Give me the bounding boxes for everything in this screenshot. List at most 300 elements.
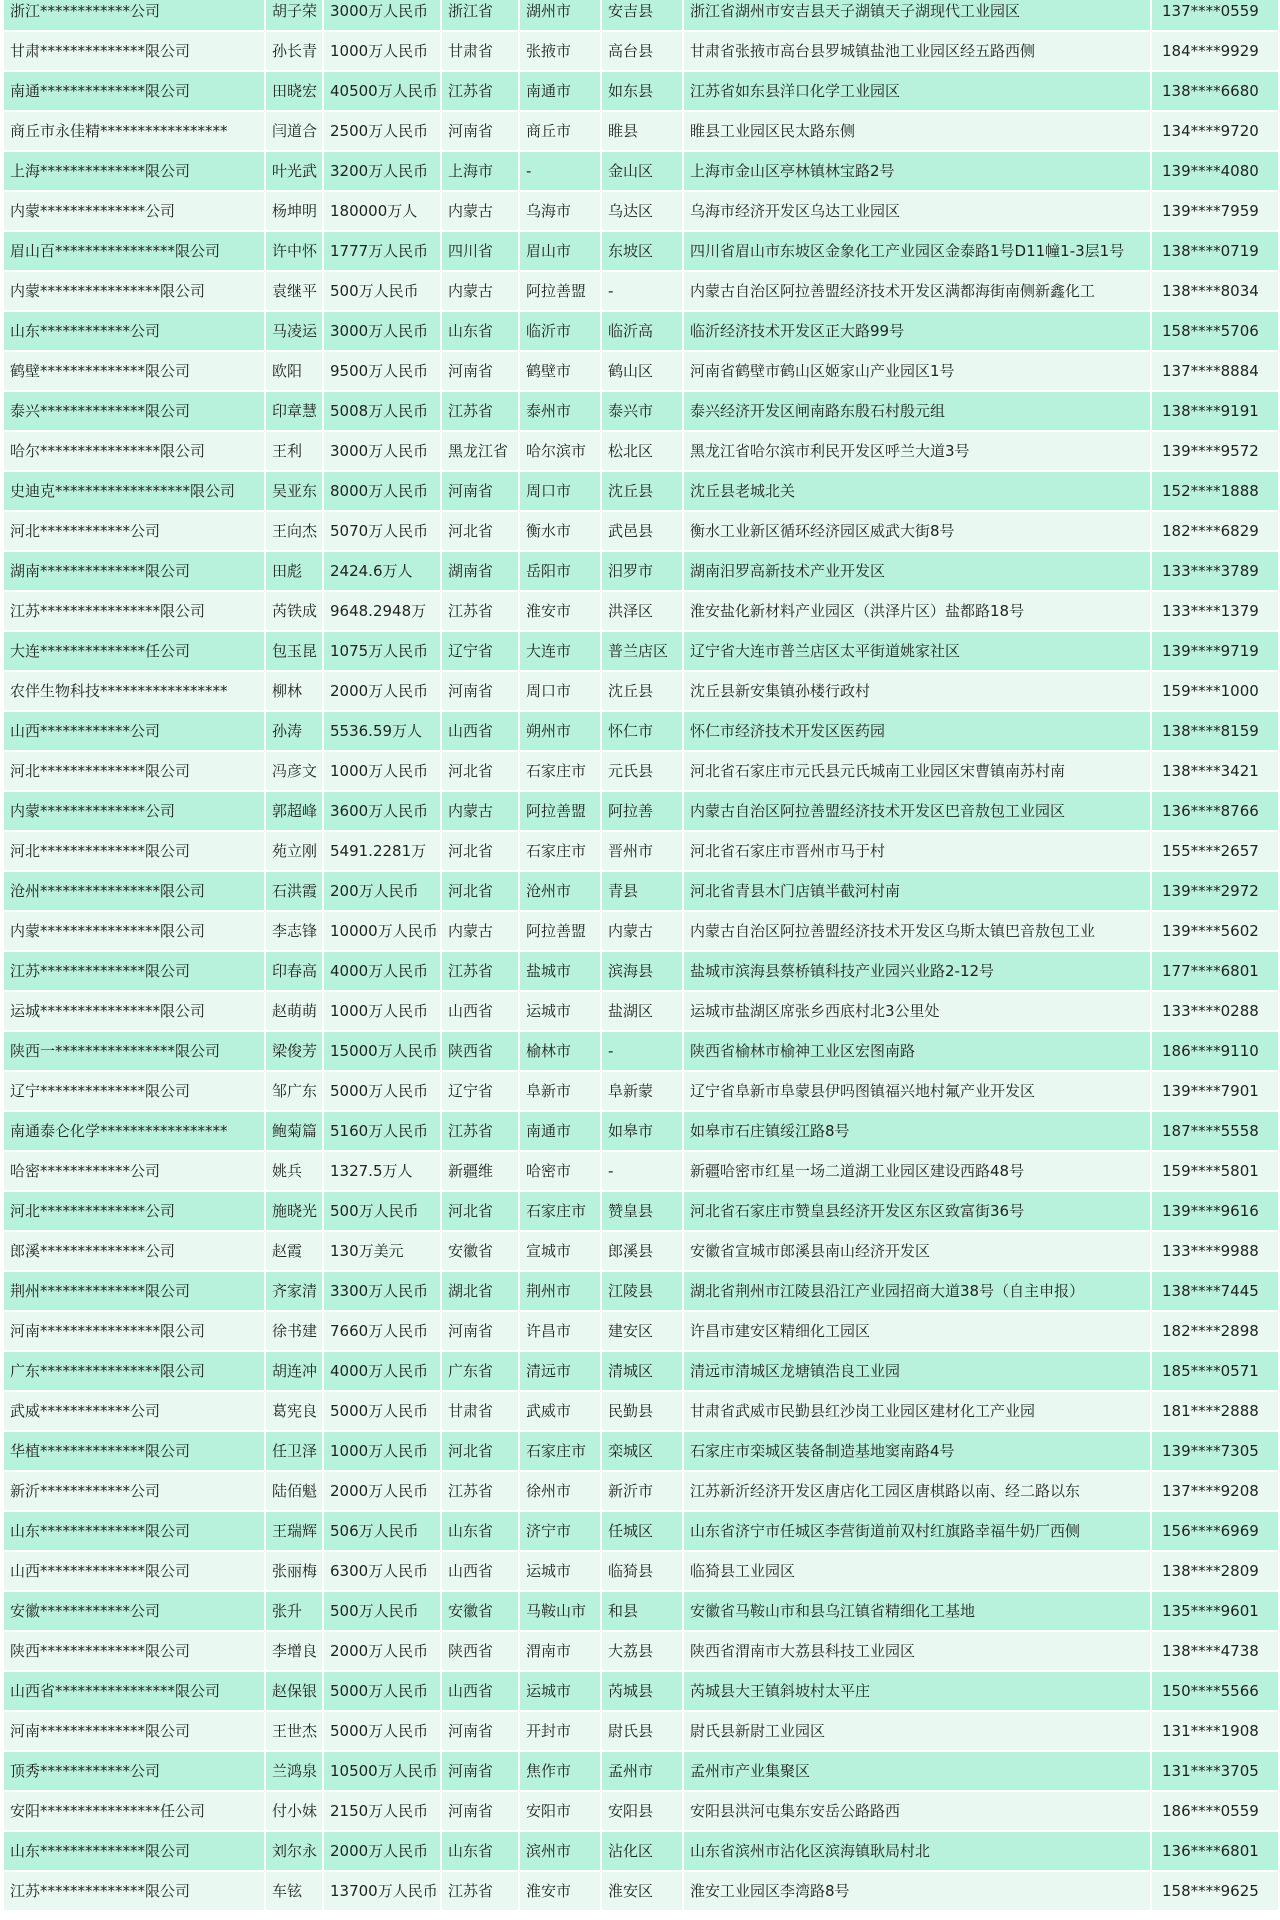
table-row <box>4 1872 1278 1912</box>
table-row <box>4 72 1278 112</box>
cell-address: 睢县工业园区民太路东侧 <box>684 112 1150 152</box>
cell-city: 南通市 <box>520 72 600 112</box>
cell-legal-person: 胡连冲 <box>266 1352 322 1392</box>
cell-phone: 181****2888 <box>1152 1392 1278 1432</box>
cell-company-name: 安徽************公司 <box>4 1592 264 1632</box>
cell-phone: 136****6801 <box>1152 1832 1278 1872</box>
cell-company-name: 江苏**************限公司 <box>4 1872 264 1912</box>
cell-legal-person: 王向杰 <box>266 512 322 552</box>
cell-registered-capital: 1000万人民币 <box>324 32 440 72</box>
cell-province: 江苏省 <box>442 72 518 112</box>
table-row <box>4 152 1278 192</box>
cell-legal-person: 赵萌萌 <box>266 992 322 1032</box>
cell-phone: 182****2898 <box>1152 1312 1278 1352</box>
company-table <box>2 0 1280 1912</box>
cell-district: 尉氏县 <box>602 1712 682 1752</box>
cell-registered-capital: 180000万人 <box>324 192 440 232</box>
table-row <box>4 592 1278 632</box>
cell-phone: 186****9110 <box>1152 1032 1278 1072</box>
table-row <box>4 1392 1278 1432</box>
cell-registered-capital: 5160万人民币 <box>324 1112 440 1152</box>
cell-phone: 177****6801 <box>1152 952 1278 992</box>
cell-district: 沈丘县 <box>602 672 682 712</box>
cell-registered-capital: 10500万人民币 <box>324 1752 440 1792</box>
cell-district: 盐湖区 <box>602 992 682 1032</box>
cell-province: 江苏省 <box>442 592 518 632</box>
cell-legal-person: 王世杰 <box>266 1712 322 1752</box>
cell-company-name: 新沂************公司 <box>4 1472 264 1512</box>
cell-company-name: 荆州**************限公司 <box>4 1272 264 1312</box>
cell-address: 淮安盐化新材料产业园区（洪泽片区）盐都路18号 <box>684 592 1150 632</box>
cell-district: 睢县 <box>602 112 682 152</box>
cell-registered-capital: 5070万人民币 <box>324 512 440 552</box>
table-row <box>4 1512 1278 1552</box>
cell-legal-person: 马凌运 <box>266 312 322 352</box>
cell-city: 阿拉善盟 <box>520 272 600 312</box>
cell-company-name: 内蒙**************公司 <box>4 792 264 832</box>
cell-company-name: 山东**************限公司 <box>4 1832 264 1872</box>
cell-city: 阜新市 <box>520 1072 600 1112</box>
cell-district: 松北区 <box>602 432 682 472</box>
cell-legal-person: 欧阳 <box>266 352 322 392</box>
cell-legal-person: 包玉昆 <box>266 632 322 672</box>
cell-district: 金山区 <box>602 152 682 192</box>
cell-phone: 138****3421 <box>1152 752 1278 792</box>
cell-company-name: 大连**************任公司 <box>4 632 264 672</box>
cell-company-name: 河北**************公司 <box>4 1192 264 1232</box>
cell-province: 广东省 <box>442 1352 518 1392</box>
cell-district: 滨海县 <box>602 952 682 992</box>
cell-province: 浙江省 <box>442 0 518 32</box>
cell-address: 上海市金山区亭林镇林宝路2号 <box>684 152 1150 192</box>
table-row <box>4 1272 1278 1312</box>
cell-address: 新疆哈密市红星一场二道湖工业园区建设西路48号 <box>684 1152 1150 1192</box>
cell-province: 新疆维 <box>442 1152 518 1192</box>
table-row <box>4 1032 1278 1072</box>
cell-address: 怀仁市经济技术开发区医药园 <box>684 712 1150 752</box>
cell-registered-capital: 4000万人民币 <box>324 952 440 992</box>
cell-city: 盐城市 <box>520 952 600 992</box>
cell-address: 辽宁省阜新市阜蒙县伊吗图镇福兴地村氟产业开发区 <box>684 1072 1150 1112</box>
cell-district: 和县 <box>602 1592 682 1632</box>
cell-registered-capital: 2500万人民币 <box>324 112 440 152</box>
cell-district: 淮安区 <box>602 1872 682 1912</box>
cell-address: 安阳县洪河屯集东安岳公路路西 <box>684 1792 1150 1832</box>
cell-district: 沾化区 <box>602 1832 682 1872</box>
cell-registered-capital: 5536.59万人 <box>324 712 440 752</box>
cell-city: 焦作市 <box>520 1752 600 1792</box>
cell-legal-person: 张升 <box>266 1592 322 1632</box>
cell-registered-capital: 8000万人民币 <box>324 472 440 512</box>
cell-registered-capital: 9648.2948万 <box>324 592 440 632</box>
cell-phone: 185****0571 <box>1152 1352 1278 1392</box>
table-row <box>4 1232 1278 1272</box>
cell-phone: 138****0719 <box>1152 232 1278 272</box>
cell-province: 山西省 <box>442 992 518 1032</box>
cell-province: 江苏省 <box>442 1872 518 1912</box>
cell-registered-capital: 2000万人民币 <box>324 1832 440 1872</box>
cell-city: 岳阳市 <box>520 552 600 592</box>
cell-phone: 139****7305 <box>1152 1432 1278 1472</box>
cell-district: 武邑县 <box>602 512 682 552</box>
cell-registered-capital: 3000万人民币 <box>324 0 440 32</box>
cell-registered-capital: 5000万人民币 <box>324 1392 440 1432</box>
cell-company-name: 安阳****************任公司 <box>4 1792 264 1832</box>
cell-district: 内蒙古 <box>602 912 682 952</box>
table-row <box>4 832 1278 872</box>
cell-registered-capital: 506万人民币 <box>324 1512 440 1552</box>
cell-registered-capital: 5491.2281万 <box>324 832 440 872</box>
cell-city: 石家庄市 <box>520 832 600 872</box>
cell-city: 徐州市 <box>520 1472 600 1512</box>
table-row <box>4 512 1278 552</box>
cell-address: 浙江省湖州市安吉县天子湖镇天子湖现代工业园区 <box>684 0 1150 32</box>
cell-phone: 133****1379 <box>1152 592 1278 632</box>
cell-phone: 139****9616 <box>1152 1192 1278 1232</box>
cell-city: 沧州市 <box>520 872 600 912</box>
cell-legal-person: 石洪霞 <box>266 872 322 912</box>
cell-legal-person: 袁继平 <box>266 272 322 312</box>
cell-company-name: 眉山百****************限公司 <box>4 232 264 272</box>
cell-phone: 138****6680 <box>1152 72 1278 112</box>
cell-phone: 131****1908 <box>1152 1712 1278 1752</box>
cell-company-name: 武威************公司 <box>4 1392 264 1432</box>
cell-legal-person: 赵保银 <box>266 1672 322 1712</box>
cell-legal-person: 郭超峰 <box>266 792 322 832</box>
cell-province: 安徽省 <box>442 1232 518 1272</box>
cell-phone: 138****8034 <box>1152 272 1278 312</box>
cell-phone: 139****7959 <box>1152 192 1278 232</box>
cell-address: 江苏新沂经济开发区唐店化工园区唐棋路以南、经二路以东 <box>684 1472 1150 1512</box>
cell-province: 辽宁省 <box>442 632 518 672</box>
cell-address: 尉氏县新尉工业园区 <box>684 1712 1150 1752</box>
table-body <box>4 0 1278 1912</box>
cell-province: 山东省 <box>442 1512 518 1552</box>
cell-legal-person: 姚兵 <box>266 1152 322 1192</box>
cell-city: 哈尔滨市 <box>520 432 600 472</box>
cell-company-name: 内蒙****************限公司 <box>4 912 264 952</box>
cell-province: 内蒙古 <box>442 192 518 232</box>
cell-district: 赞皇县 <box>602 1192 682 1232</box>
table-row <box>4 392 1278 432</box>
cell-phone: 150****5566 <box>1152 1672 1278 1712</box>
cell-legal-person: 苑立刚 <box>266 832 322 872</box>
cell-legal-person: 葛宪良 <box>266 1392 322 1432</box>
cell-district: 栾城区 <box>602 1432 682 1472</box>
cell-district: 如皋市 <box>602 1112 682 1152</box>
cell-province: 河北省 <box>442 832 518 872</box>
cell-address: 河北省石家庄市赞皇县经济开发区东区致富街36号 <box>684 1192 1150 1232</box>
cell-city: 榆林市 <box>520 1032 600 1072</box>
cell-address: 陕西省榆林市榆神工业区宏图南路 <box>684 1032 1150 1072</box>
cell-province: 河南省 <box>442 1752 518 1792</box>
cell-province: 陕西省 <box>442 1632 518 1672</box>
cell-phone: 158****9625 <box>1152 1872 1278 1912</box>
cell-company-name: 内蒙****************限公司 <box>4 272 264 312</box>
cell-province: 湖北省 <box>442 1272 518 1312</box>
cell-address: 清远市清城区龙塘镇浩良工业园 <box>684 1352 1150 1392</box>
table-row <box>4 792 1278 832</box>
cell-district: 阜新蒙 <box>602 1072 682 1112</box>
cell-company-name: 鹤壁**************限公司 <box>4 352 264 392</box>
cell-city: 张掖市 <box>520 32 600 72</box>
cell-province: 山西省 <box>442 712 518 752</box>
cell-phone: 139****9719 <box>1152 632 1278 672</box>
cell-legal-person: 印春高 <box>266 952 322 992</box>
cell-address: 安徽省宣城市郎溪县南山经济开发区 <box>684 1232 1150 1272</box>
cell-address: 沈丘县老城北关 <box>684 472 1150 512</box>
cell-district: 任城区 <box>602 1512 682 1552</box>
table-row <box>4 112 1278 152</box>
cell-district: 新沂市 <box>602 1472 682 1512</box>
table-row <box>4 1112 1278 1152</box>
cell-company-name: 广东****************限公司 <box>4 1352 264 1392</box>
cell-city: 湖州市 <box>520 0 600 32</box>
cell-legal-person: 李志锋 <box>266 912 322 952</box>
cell-address: 盐城市滨海县蔡桥镇科技产业园兴业路2-12号 <box>684 952 1150 992</box>
cell-city: 马鞍山市 <box>520 1592 600 1632</box>
cell-address: 泰兴经济开发区闸南路东殷石村殷元组 <box>684 392 1150 432</box>
cell-legal-person: 徐书建 <box>266 1312 322 1352</box>
cell-phone: 155****2657 <box>1152 832 1278 872</box>
cell-legal-person: 杨坤明 <box>266 192 322 232</box>
cell-address: 内蒙古自治区阿拉善盟经济技术开发区巴音敖包工业园区 <box>684 792 1150 832</box>
table-row <box>4 352 1278 392</box>
cell-province: 河北省 <box>442 1432 518 1472</box>
cell-legal-person: 陆佰魁 <box>266 1472 322 1512</box>
cell-province: 河北省 <box>442 752 518 792</box>
cell-city: 安阳市 <box>520 1792 600 1832</box>
cell-registered-capital: 1777万人民币 <box>324 232 440 272</box>
cell-registered-capital: 1000万人民币 <box>324 752 440 792</box>
cell-address: 孟州市产业集聚区 <box>684 1752 1150 1792</box>
cell-district: 清城区 <box>602 1352 682 1392</box>
cell-province: 河南省 <box>442 1712 518 1752</box>
table-row <box>4 1432 1278 1472</box>
cell-address: 黑龙江省哈尔滨市利民开发区呼兰大道3号 <box>684 432 1150 472</box>
cell-company-name: 郎溪**************公司 <box>4 1232 264 1272</box>
cell-phone: 135****9601 <box>1152 1592 1278 1632</box>
table-row <box>4 1752 1278 1792</box>
cell-address: 石家庄市栾城区装备制造基地窦南路4号 <box>684 1432 1150 1472</box>
cell-district: 芮城县 <box>602 1672 682 1712</box>
cell-registered-capital: 2000万人民币 <box>324 1632 440 1672</box>
cell-phone: 134****9720 <box>1152 112 1278 152</box>
cell-province: 内蒙古 <box>442 272 518 312</box>
cell-city: 开封市 <box>520 1712 600 1752</box>
cell-address: 芮城县大王镇斜坡村太平庄 <box>684 1672 1150 1712</box>
cell-address: 内蒙古自治区阿拉善盟经济技术开发区满都海街南侧新鑫化工 <box>684 272 1150 312</box>
cell-legal-person: 王利 <box>266 432 322 472</box>
cell-legal-person: 兰鸿泉 <box>266 1752 322 1792</box>
cell-address: 河北省石家庄市晋州市马于村 <box>684 832 1150 872</box>
table-row <box>4 0 1278 32</box>
cell-address: 河南省鹤壁市鹤山区姬家山产业园区1号 <box>684 352 1150 392</box>
cell-city: 运城市 <box>520 992 600 1032</box>
cell-company-name: 运城****************限公司 <box>4 992 264 1032</box>
cell-legal-person: 车铉 <box>266 1872 322 1912</box>
cell-province: 河南省 <box>442 352 518 392</box>
cell-registered-capital: 500万人民币 <box>324 1592 440 1632</box>
cell-registered-capital: 3000万人民币 <box>324 432 440 472</box>
cell-city: 眉山市 <box>520 232 600 272</box>
cell-province: 山西省 <box>442 1552 518 1592</box>
cell-district: 怀仁市 <box>602 712 682 752</box>
cell-phone: 136****8766 <box>1152 792 1278 832</box>
cell-district: 郎溪县 <box>602 1232 682 1272</box>
cell-company-name: 山东************公司 <box>4 312 264 352</box>
cell-city: 运城市 <box>520 1552 600 1592</box>
cell-registered-capital: 1327.5万人 <box>324 1152 440 1192</box>
cell-company-name: 陕西一****************限公司 <box>4 1032 264 1072</box>
cell-district: - <box>602 272 682 312</box>
cell-district: 民勤县 <box>602 1392 682 1432</box>
cell-registered-capital: 3000万人民币 <box>324 312 440 352</box>
cell-province: 四川省 <box>442 232 518 272</box>
cell-phone: 159****5801 <box>1152 1152 1278 1192</box>
table-row <box>4 232 1278 272</box>
table-row <box>4 1472 1278 1512</box>
cell-city: 宣城市 <box>520 1232 600 1272</box>
cell-city: 石家庄市 <box>520 752 600 792</box>
cell-company-name: 南通**************限公司 <box>4 72 264 112</box>
cell-city: 许昌市 <box>520 1312 600 1352</box>
cell-legal-person: 张丽梅 <box>266 1552 322 1592</box>
table-row <box>4 632 1278 672</box>
cell-company-name: 河南****************限公司 <box>4 1312 264 1352</box>
cell-address: 山东省济宁市任城区李营街道前双村红旗路幸福牛奶厂西侧 <box>684 1512 1150 1552</box>
cell-province: 甘肃省 <box>442 1392 518 1432</box>
cell-legal-person: 付小妹 <box>266 1792 322 1832</box>
cell-registered-capital: 3300万人民币 <box>324 1272 440 1312</box>
cell-district: 青县 <box>602 872 682 912</box>
cell-company-name: 陕西**************限公司 <box>4 1632 264 1672</box>
cell-city: 商丘市 <box>520 112 600 152</box>
cell-legal-person: 鲍菊篇 <box>266 1112 322 1152</box>
cell-phone: 139****9572 <box>1152 432 1278 472</box>
cell-city: 周口市 <box>520 472 600 512</box>
cell-registered-capital: 1000万人民币 <box>324 1432 440 1472</box>
cell-company-name: 内蒙**************公司 <box>4 192 264 232</box>
cell-registered-capital: 9500万人民币 <box>324 352 440 392</box>
cell-address: 甘肃省张掖市高台县罗城镇盐池工业园区经五路西侧 <box>684 32 1150 72</box>
cell-phone: 187****5558 <box>1152 1112 1278 1152</box>
cell-address: 沈丘县新安集镇孙楼行政村 <box>684 672 1150 712</box>
cell-province: 上海市 <box>442 152 518 192</box>
cell-legal-person: 孙长青 <box>266 32 322 72</box>
cell-registered-capital: 15000万人民币 <box>324 1032 440 1072</box>
cell-phone: 138****2809 <box>1152 1552 1278 1592</box>
cell-address: 许昌市建安区精细化工园区 <box>684 1312 1150 1352</box>
cell-address: 临沂经济技术开发区正大路99号 <box>684 312 1150 352</box>
cell-province: 河北省 <box>442 512 518 552</box>
cell-city: 朔州市 <box>520 712 600 752</box>
cell-city: 泰州市 <box>520 392 600 432</box>
cell-city: 运城市 <box>520 1672 600 1712</box>
cell-legal-person: 邹广东 <box>266 1072 322 1112</box>
cell-legal-person: 叶光武 <box>266 152 322 192</box>
cell-province: 安徽省 <box>442 1592 518 1632</box>
cell-district: 元氏县 <box>602 752 682 792</box>
cell-legal-person: 闫道合 <box>266 112 322 152</box>
cell-province: 黑龙江省 <box>442 432 518 472</box>
cell-phone: 133****9988 <box>1152 1232 1278 1272</box>
cell-registered-capital: 2000万人民币 <box>324 1472 440 1512</box>
table-row <box>4 752 1278 792</box>
cell-city: 大连市 <box>520 632 600 672</box>
cell-phone: 138****8159 <box>1152 712 1278 752</box>
cell-phone: 139****7901 <box>1152 1072 1278 1112</box>
cell-address: 江苏省如东县洋口化学工业园区 <box>684 72 1150 112</box>
cell-legal-person: 李增良 <box>266 1632 322 1672</box>
cell-legal-person: 施晓光 <box>266 1192 322 1232</box>
cell-company-name: 浙江************公司 <box>4 0 264 32</box>
cell-province: 江苏省 <box>442 952 518 992</box>
cell-company-name: 辽宁**************限公司 <box>4 1072 264 1112</box>
table-row <box>4 1552 1278 1592</box>
cell-company-name: 顶秀************公司 <box>4 1752 264 1792</box>
cell-province: 河南省 <box>442 1312 518 1352</box>
cell-registered-capital: 1000万人民币 <box>324 992 440 1032</box>
cell-district: 洪泽区 <box>602 592 682 632</box>
cell-province: 甘肃省 <box>442 32 518 72</box>
cell-legal-person: 柳林 <box>266 672 322 712</box>
cell-registered-capital: 500万人民币 <box>324 272 440 312</box>
cell-province: 山东省 <box>442 1832 518 1872</box>
cell-city: 清远市 <box>520 1352 600 1392</box>
cell-address: 陕西省渭南市大荔县科技工业园区 <box>684 1632 1150 1672</box>
cell-city: 济宁市 <box>520 1512 600 1552</box>
table-row <box>4 32 1278 72</box>
table-row <box>4 1312 1278 1352</box>
cell-district: 大荔县 <box>602 1632 682 1672</box>
cell-phone: 139****2972 <box>1152 872 1278 912</box>
table-row <box>4 1072 1278 1112</box>
cell-district: 高台县 <box>602 32 682 72</box>
cell-legal-person: 许中怀 <box>266 232 322 272</box>
cell-address: 临猗县工业园区 <box>684 1552 1150 1592</box>
cell-phone: 131****3705 <box>1152 1752 1278 1792</box>
cell-province: 山东省 <box>442 312 518 352</box>
cell-legal-person: 任卫泽 <box>266 1432 322 1472</box>
cell-registered-capital: 6300万人民币 <box>324 1552 440 1592</box>
cell-registered-capital: 40500万人民币 <box>324 72 440 112</box>
cell-province: 辽宁省 <box>442 1072 518 1112</box>
cell-company-name: 湖南**************限公司 <box>4 552 264 592</box>
cell-province: 河南省 <box>442 112 518 152</box>
cell-district: 东坡区 <box>602 232 682 272</box>
cell-city: 武威市 <box>520 1392 600 1432</box>
cell-company-name: 史迪克******************限公司 <box>4 472 264 512</box>
cell-district: 建安区 <box>602 1312 682 1352</box>
cell-address: 河北省青县木门店镇半截河村南 <box>684 872 1150 912</box>
cell-company-name: 河北**************限公司 <box>4 832 264 872</box>
cell-phone: 158****5706 <box>1152 312 1278 352</box>
cell-company-name: 南通泰仑化学***************** <box>4 1112 264 1152</box>
cell-phone: 186****0559 <box>1152 1792 1278 1832</box>
table-row <box>4 952 1278 992</box>
cell-company-name: 沧州****************限公司 <box>4 872 264 912</box>
cell-phone: 139****5602 <box>1152 912 1278 952</box>
cell-district: 孟州市 <box>602 1752 682 1792</box>
cell-phone: 137****0559 <box>1152 0 1278 32</box>
cell-address: 如皋市石庄镇绥江路8号 <box>684 1112 1150 1152</box>
cell-city: 衡水市 <box>520 512 600 552</box>
cell-phone: 133****3789 <box>1152 552 1278 592</box>
cell-registered-capital: 4000万人民币 <box>324 1352 440 1392</box>
cell-registered-capital: 5000万人民币 <box>324 1712 440 1752</box>
table-row <box>4 552 1278 592</box>
